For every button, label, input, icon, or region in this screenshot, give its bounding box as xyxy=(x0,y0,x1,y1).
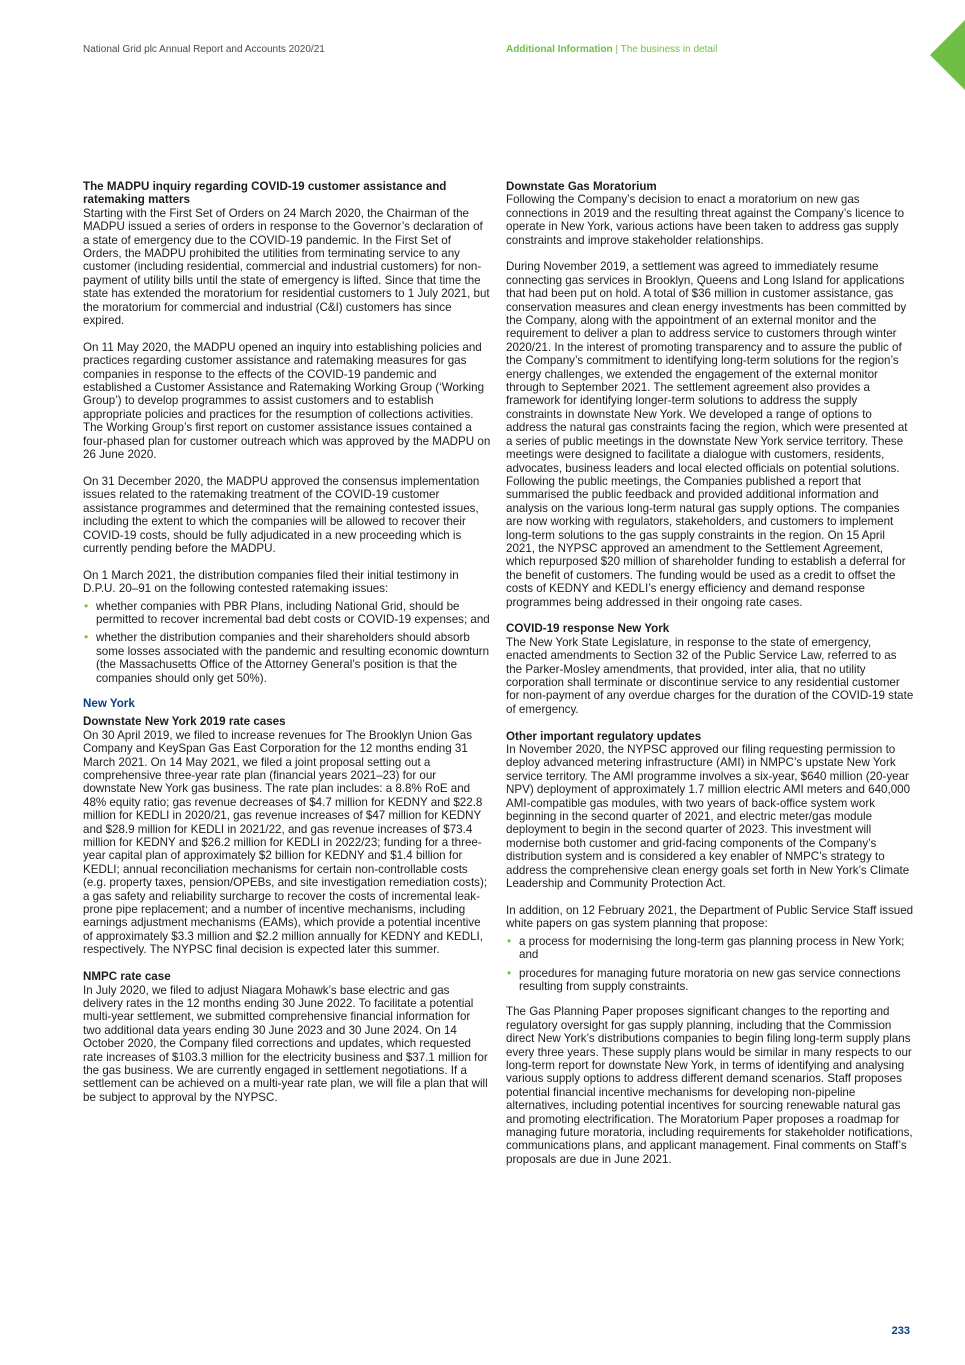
paragraph: On 1 March 2021, the distribution companies filed their initial testimony in D.P.U. 20–91 on the following contested ratemaking issues: xyxy=(83,568,459,596)
page-number: 233 xyxy=(891,1325,910,1337)
section-breadcrumb xyxy=(506,44,717,55)
paragraph: Starting with the First Set of Orders on 24 March 2020, the Chairman of the MADPU issued a series of orders in response to the Governor’s declaration of a state of emergency due to the COVID-19 pandemic. In the First Set of Orders, the MADPU prohibited the utilities from terminating service to any customer (including residential, commercial and industrial customers) for non-payment of utility bills until the state of emergency is lifted. Since that time the state has extended the moratorium for residential customers to 1 July 2021, but the moratorium for commercial and industrial (C&I) customers has since expired. xyxy=(83,206,490,328)
paragraph: During November 2019, a settlement was agreed to immediately resume connecting gas services in Brooklyn, Queens and Long Island for applications that had been put on hold. A total of $36 million in customer assistance, gas conservation measures and clean energy investments has been committed by the Company, along with the appointment of an external monitor and the requirement to deliver a plan to address service to customers through winter 2020/21. In the interest of promoting transparency and to assure the public of the Company’s commitment to identifying long-term solutions for the region’s energy challenges, we extended the engagement of the external monitor through to September 2021. The settlement agreement also provides a framework for identifying longer-term solutions to address the supply constraints in downstate New York. We developed a range of options to address the natural gas constraints facing the region, which were presented at a series of public meetings in the downstate New York service territory. These meetings were designed to facilitate a dialogue with customers, residents, advocates, business leaders and local elected officials on potential solutions. Following the public meetings, the Companies published a report that summarised the public feedback and provided additional information and analysis on the various long-term natural gas supply options. The companies are now working with regulators, stakeholders, and customers to implement long-term solutions to the gas supply constraints in the region. On 15 April 2021, the NYPSC approved an amendment to the Settlement Agreement, which repurposed $20 million of shareholder funding to establish a deferral for the benefit of customers. The funding would be used as a credit to offset the costs of KEDNY and KEDLI’s energy efficiency and demand response programmes being addressed in their ongoing rate cases. xyxy=(506,260,908,609)
paragraph: The Gas Planning Paper proposes significant changes to the reporting and regulatory oversight for gas supply planning, including that the Commission direct New York’s distributions companies to begin filing long-term supply plans every three years. These supply plans would be similar in many respects to our long-term report for downstate New York, in terms of identifying and analysing various supply options to address different demand scenarios. Staff proposes potential financial incentive mechanisms for developing non-pipeline alternatives, including potential incentives for sourcing renewable natural gas and promoting electrification. The Moratorium Paper proposes a roadmap for managing future moratoria, including requirements for stakeholder notifications, communications plans, and applicant management. Final comments on Staff’s proposals are due in June 2021. xyxy=(506,1005,913,1166)
heading-covid-response-ny: COVID-19 response New York xyxy=(506,622,670,636)
bullet-icon: • xyxy=(84,630,89,645)
paragraph: In November 2020, the NYPSC approved our filing requesting permission to deploy advanced metering infrastructure (AMI) in NMPC’s upstate New York service territory. The AMI programme involves a six-year, $640 million (20-year NPV) deployment of approximately 1.7 million electric AMI meters and 640,000 AMI-compatible gas modules, with two years of back-office system work beginning in the second quarter of 2021, and electric meter/gas module deployment to begin in the second quarter of 2023. This investment will modernise both customer and grid-facing components of the Company’s distribution system and is considered a key enabler of NMPC’s strategy to address the comprehensive clean energy goals set forth in New York’s Climate Leadership and Community Protection Act. xyxy=(506,743,911,891)
heading-nmpc-rate-case: NMPC rate case xyxy=(83,970,171,984)
corner-tab-icon xyxy=(930,20,965,90)
paragraph: In addition, on 12 February 2021, the Department of Public Service Staff issued white papers on gas system planning that propose: xyxy=(506,903,914,931)
list-item: • a process for modernising the long-term gas planning process in New York; and xyxy=(507,933,905,962)
bullet-list xyxy=(506,935,914,994)
heading-gas-moratorium: Downstate Gas Moratorium xyxy=(506,180,657,193)
paragraph: The New York State Legislature, in response to the state of emergency, enacted amendments to Section 32 of the Public Service Law, referred to as the Parker-Mosley amendments, that provided, inter alia, that no utility corporation shall terminate or discontinue service to any residential customer for non-payment of any overdue charges for the duration of the COVID-19 state of emergency. xyxy=(506,635,914,716)
list-item: • procedures for managing future moratoria on new gas service connections resulting from supply constraints. xyxy=(507,965,901,993)
report-title: National Grid plc Annual Report and Accounts 2020/21 xyxy=(83,44,325,55)
right-column xyxy=(506,180,914,1180)
breadcrumb-separator: | xyxy=(615,44,619,55)
paragraph: On 30 April 2019, we filed to increase revenues for The Brooklyn Union Gas Company and KeySpan Gas East Corporation for the 12 months ending 31 March 2021. On 14 May 2021, we filed a joint proposal setting out a comprehensive three-year rate plan (financial years 2021–23) for our downstate New York gas business. The rate plan includes: a 8.8% RoE and 48% equity ratio; gas revenue decreases of $4.7 million for KEDNY and $22.8 million for KEDLI in 2020/21, gas revenue increases of $47 million for KEDNY and $28.9 million for KEDLI in 2021/22, and gas revenue increases of $73.4 million for KEDNY and $26.2 million for KEDLI in 2022/23; funding for a three-year capital plan of approximately $2 billion for KEDNY and $1.4 billion for KEDLI; annual reconciliation mechanisms for certain non-controllable costs (e.g. property taxes, pension/OPEBs, and site investigation remediation costs); a gas safety and reliability surcharge to recover the costs of incremental leak-prone pipe replacement; and a number of incentive mechanisms, including earnings adjustment mechanisms (EAMs), which provide a potential incentive of approximately $3.3 million and $2.2 million annually for KEDNY and KEDLI, respectively. The NYPSC final decision is expected later this summer. xyxy=(83,728,488,957)
heading-madpu-inquiry: The MADPU inquiry regarding COVID-19 customer assistance and ratemaking matters xyxy=(83,180,447,207)
list-item: • whether companies with PBR Plans, including National Grid, should be permitted to recover incremental bad debt costs or COVID-19 expenses; and xyxy=(84,598,490,626)
left-column xyxy=(83,180,491,1118)
paragraph: In July 2020, we filed to adjust Niagara Mohawk’s base electric and gas delivery rates in the 12 months ending 30 June 2022. To facilitate a potential multi-year settlement, we submitted comprehensive financial information for two additional data years ending 30 June 2023 and 30 June 2024. On 14 October 2020, the Company filed corrections and updates, which requested rate increases of $103.3 million for the electricity business and $37.1 million for the gas business. We are currently engaged in settlement negotiations. If a settlement can be achieved on a multi-year rate plan, we will file a plan that will be subject to approval by the NYPSC. xyxy=(83,983,488,1104)
paragraph: Following the Company’s decision to enact a moratorium on new gas connections in 2019 and the resulting threat against the Company’s licence to operate in New York, various actions have been taken to address gas supply constraints and improve stakeholder relationships. xyxy=(506,193,905,247)
breadcrumb-subsection[interactable]: The business in detail xyxy=(620,44,718,55)
bullet-icon: • xyxy=(507,933,512,948)
bullet-icon: • xyxy=(507,965,512,980)
paragraph: On 31 December 2020, the MADPU approved the consensus implementation issues related to the ratemaking treatment of the COVID-19 customer assistance programmes and determined that the remaining contested issues, including the extent to which the companies will be allowed to recover their COVID-19 costs, should be fully adjudicated in a new proceeding which is currently pending before the MADPU. xyxy=(83,474,480,555)
heading-new-york: New York xyxy=(83,696,135,710)
bullet-icon: • xyxy=(84,598,89,613)
list-item: • whether the distribution companies and their shareholders should absorb some losses associated with the pandemic and resulting economic downturn (the Massachusetts Office of the Attorney General’s position is that the companies should only get 50%). xyxy=(84,630,490,685)
heading-other-regulatory-updates: Other important regulatory updates xyxy=(506,729,702,743)
paragraph: On 11 May 2020, the MADPU opened an inquiry into establishing policies and practices regarding customer assistance and ratemaking measures for gas companies in response to the effects of the COVID-19 pandemic and established a Customer Assistance and Ratemaking Working Group (‘Working Group’) to develop programmes to assist customers and to establish appropriate policies and practices for the resumption of collections activities. The Working Group’s first report on customer assistance issues contained a four-phased plan for customer outreach which was approved by the MADPU on 26 June 2020. xyxy=(83,340,491,462)
bullet-list xyxy=(83,600,491,685)
breadcrumb-section[interactable]: Additional Information xyxy=(506,44,613,55)
heading-downstate-rate-cases: Downstate New York 2019 rate cases xyxy=(83,715,286,729)
